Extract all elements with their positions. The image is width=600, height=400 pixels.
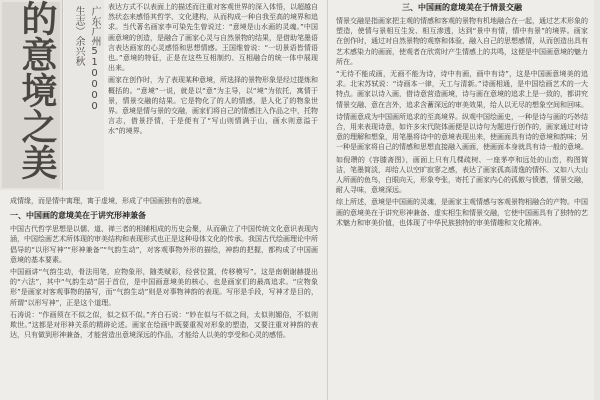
- page-edge-band: [594, 0, 600, 400]
- paragraph: 诗情画意成为中国画所追求的至高境界。纵观中国绘画史，一种是诗与画的巧妙结合，用来表现诗意，如许多宋代院体画便是以诗句为题进行创作的，画家通过对诗意的理解和想象，用笔墨将诗中的意境表现出来，使画面具有诗的意境和韵味；另一种是画家将自己的情感和思想直接融入画面，使画面本身就具有诗一般的意境。: [336, 112, 588, 152]
- paragraph: 表达方式不以表面上的描述而注重对客观世界的深入体悟，以超越自然状态来感悟其哲学、文化建构，从而构成一种自我至高的境界和追求。当代著名画家李可染先生曾说过：“意境是山水画的灵魂。”中国画意境的创造，是融合了画家心灵与自然景物的结果，是借助笔墨语言表达画家的心灵感悟和思想情感。王国维曾说：“一切景语皆情语也。”意境的特征，正是在这些互相制约、互相融合的统一体中展现出来。: [108, 3, 318, 73]
- section-heading: 三、中国画的意境美在于情景交融: [402, 3, 522, 12]
- author-line-1: 生志）余兴秋: [73, 6, 84, 66]
- paragraph: 石涛说：“作画须在不似之似，似之似不似。”齐白石说：“妙在似与不似之间，太似则媚俗，不似则欺世。”这都是对形神关系的精辟论述。画家在绘画中既要重视对形象的塑造，又要注重对神韵的表达，只有做到形神兼备，才能营造出意境深远的作品，才能给人以美的享受和心灵的感悟。: [10, 310, 318, 340]
- paragraph: 中国画讲“气韵生动，骨法用笔，应物象形，随类赋彩，经营位置，传移模写”。这是南朝谢赫提出的“六法”，其中“气韵生动”居于首位，是中国画意境美的核心，也是画家们的最高追求。“应物象形”是画家对客观事物的描写，而“气韵生动”则是对事物神韵的表现。写形是手段，写神才是目的，所谓“以形写神”，正是这个道理。: [10, 268, 318, 307]
- paragraph: “无待不能成画，无画不能为诗，诗中有画，画中有诗”，这是中国画意境美的追求。北宋苏轼说：“诗画本一律，天工与清新。”诗画相通，是中国绘画艺术的一大特点。画家以诗入画，借诗意营造画境，诗与画在意境的追求上是一致的，都讲究情景交融、意在言外，追求含蓄深远的审美效果，给人以无尽的想象空间和回味。: [336, 70, 588, 109]
- paragraph: 画家在创作时，为了表现某种意境，所选择的景物形象是经过提炼和概括的。“意境”一说，就是以“意”为主导，以“境”为依托，寓情于景，情景交融的结果。它是物化了的人的情感，是人化了的物象世界。意境是情与景的交融，画家们将自己的情感注入作品之中，托物言志，借景抒情，于是便有了“写山则情满于山，画水则意溢于水”的境界。: [108, 76, 318, 136]
- article-title: 的意境之美: [16, 0, 58, 180]
- paragraph: 综上所述，意境是中国画的灵魂，是画家主观情感与客观景物相融合的产物。中国画的意境美在于讲究形神兼备、虚实相生和情景交融，它使中国画具有了独特的艺术魅力和审美价值，也体现了中华民族独特的审美情趣和文化精神。: [336, 198, 588, 227]
- column-divider: [327, 0, 328, 400]
- right-column: [336, 2, 588, 400]
- paragraph: 情景交融是指画家把主观的情感和客观的景物有机地融合在一起，通过艺术形象的塑造，使情与景相互生发、相互渗透，达到“景中有情，情中有景”的境界。画家在创作时，通过对自然景物的观察和体验，融入自己的思想感情，从而创造出具有艺术感染力的画面，使观者在欣赏时产生情感上的共鸣，这便是中国画意境的魅力所在。: [336, 17, 588, 66]
- paragraph: 中国古代哲学思想是以儒、道、禅三者的相辅相成的历史会聚，从而确立了中国传统文化意识表现内涵，中国绘画艺术所体现的审美结构和表现形式也正是这种母体文化的传承。我国古代绘画理论中所倡导的“以形写神”“形神兼备”“气韵生动”，对客观事物外形的描绘，神韵的把握，都构成了中国画意境的基本要素。: [10, 225, 318, 264]
- article-title-box: [0, 0, 63, 190]
- paragraph: 如倪瓒的《容膝斋图》，画面上只有几棵疏树、一座茅亭和远处的山峦，构图简洁，笔墨简淡，却给人以空旷寂寥之感，表达了画家孤高清逸的情怀。又如八大山人所画的鱼鸟，白眼向天，形象夸张，寄托了画家内心的孤傲与愤懑，情景交融，耐人寻味，意境深远。: [336, 155, 588, 195]
- paragraph: 成情缘，而是情中寓理，寓于虚境，形成了中国画独有的意境。: [10, 197, 206, 205]
- left-column-bottom: [10, 196, 318, 400]
- author-line-2: 广东广州510000: [89, 6, 100, 112]
- left-column-top: [108, 2, 318, 188]
- author-strip: [64, 0, 104, 190]
- section-heading: 一、中国画的意境美在于讲究形神兼备: [10, 211, 146, 221]
